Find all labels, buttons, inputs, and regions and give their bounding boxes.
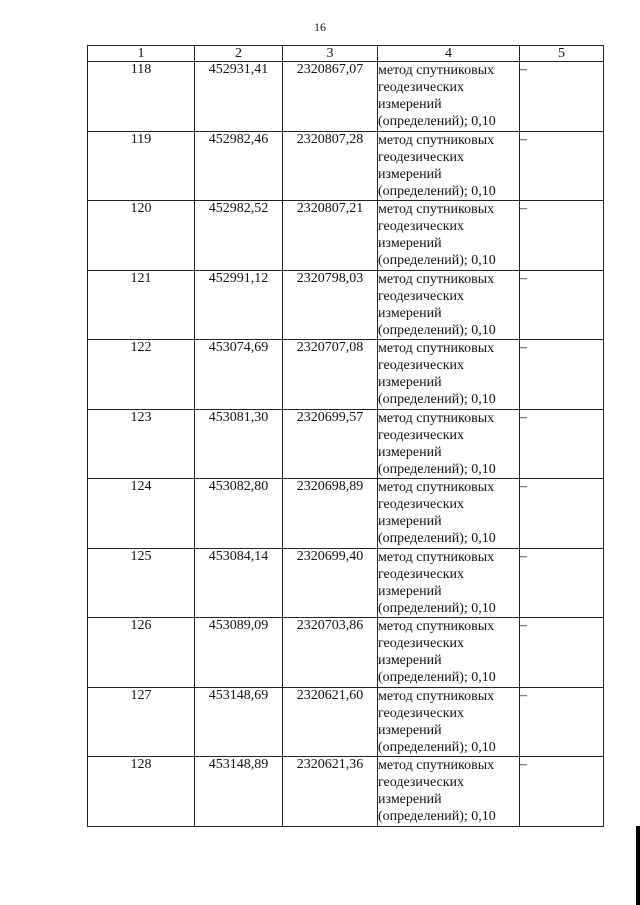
y-coordinate-cell-text: 2320807,28: [296, 131, 364, 147]
x-coordinate-cell: [195, 757, 283, 827]
point-number-cell-text: 126: [130, 618, 152, 633]
method-cell: [378, 201, 520, 271]
note-cell: [520, 340, 604, 410]
method-cell-text: метод спутниковых геодезических измерений (определений); 0,10: [378, 63, 496, 129]
point-number-cell-text: 123: [130, 409, 152, 425]
y-coordinate-cell-text: 2320867,07: [296, 62, 364, 77]
y-coordinate-cell: [283, 548, 378, 618]
x-coordinate-cell: [195, 270, 283, 340]
note-cell-text: –: [520, 62, 527, 77]
method-cell: [378, 340, 520, 410]
point-number-cell: [88, 757, 195, 827]
x-coordinate-cell: [195, 409, 283, 479]
method-cell: [378, 409, 520, 479]
table-row: [88, 409, 604, 479]
note-cell-text: –: [520, 548, 527, 564]
note-cell-text: –: [520, 618, 527, 633]
note-cell: [520, 131, 604, 201]
point-number-cell: [88, 687, 195, 757]
method-cell-text: метод спутниковых геодезических измерений (определений); 0,10: [378, 132, 496, 199]
x-coordinate-cell-text: 453082,80: [208, 479, 269, 494]
y-coordinate-cell-text: 2320707,08: [296, 340, 364, 355]
table-row: [88, 757, 604, 827]
point-number-cell-text: 119: [130, 131, 152, 147]
header-col-3: 3: [283, 46, 378, 62]
note-cell: [520, 201, 604, 271]
note-cell: [520, 548, 604, 618]
point-number-cell-text: 125: [130, 548, 152, 564]
note-cell-text: –: [520, 270, 527, 286]
point-number-cell: [88, 409, 195, 479]
table-row: [88, 687, 604, 757]
x-coordinate-cell-text: 452982,52: [208, 201, 269, 216]
note-cell: [520, 479, 604, 549]
note-cell: [520, 62, 604, 132]
method-cell-text: метод спутниковых геодезических измерений (определений); 0,10: [378, 480, 496, 546]
y-coordinate-cell: [283, 340, 378, 410]
point-number-cell-text: 122: [130, 340, 152, 355]
y-coordinate-cell: [283, 618, 378, 688]
table-row: [88, 340, 604, 410]
note-cell-text: –: [520, 201, 527, 216]
y-coordinate-cell: [283, 62, 378, 132]
table-row: [88, 131, 604, 201]
point-number-cell: [88, 548, 195, 618]
header-col-2: 2: [195, 46, 283, 62]
point-number-cell: [88, 479, 195, 549]
x-coordinate-cell: [195, 62, 283, 132]
page-number: 16: [314, 20, 326, 34]
method-cell-text: метод спутниковых геодезических измерений (определений); 0,10: [378, 758, 496, 824]
x-coordinate-cell-text: 453081,30: [208, 409, 269, 425]
method-cell-text: метод спутниковых геодезических измерений (определений); 0,10: [378, 410, 496, 477]
note-cell: [520, 618, 604, 688]
x-coordinate-cell: [195, 618, 283, 688]
y-coordinate-cell: [283, 757, 378, 827]
note-cell-text: –: [520, 479, 527, 494]
x-coordinate-cell-text: 453074,69: [208, 340, 269, 355]
method-cell: [378, 687, 520, 757]
y-coordinate-cell-text: 2320699,40: [296, 548, 364, 564]
method-cell-text: метод спутниковых геодезических измерений (определений); 0,10: [378, 549, 496, 616]
method-cell: [378, 270, 520, 340]
point-number-cell-text: 118: [130, 62, 152, 77]
x-coordinate-cell: [195, 479, 283, 549]
x-coordinate-cell: [195, 201, 283, 271]
table-row: [88, 62, 604, 132]
y-coordinate-cell-text: 2320798,03: [296, 270, 364, 286]
note-cell: [520, 757, 604, 827]
y-coordinate-cell: [283, 687, 378, 757]
y-coordinate-cell-text: 2320698,89: [296, 479, 364, 494]
point-number-cell-text: 121: [130, 270, 152, 286]
table-row: [88, 618, 604, 688]
note-cell: [520, 687, 604, 757]
note-cell: [520, 270, 604, 340]
point-number-cell-text: 128: [130, 757, 152, 772]
point-number-cell: [88, 62, 195, 132]
table-row: [88, 270, 604, 340]
y-coordinate-cell-text: 2320699,57: [296, 409, 364, 425]
table-header-row: [88, 46, 604, 62]
note-cell: [520, 409, 604, 479]
note-cell-text: –: [520, 131, 527, 147]
table-body: [88, 62, 604, 827]
y-coordinate-cell: [283, 131, 378, 201]
x-coordinate-cell: [195, 687, 283, 757]
method-cell: [378, 479, 520, 549]
y-coordinate-cell-text: 2320621,60: [296, 687, 364, 703]
note-cell-text: –: [520, 687, 527, 703]
y-coordinate-cell-text: 2320621,36: [296, 757, 364, 772]
method-cell: [378, 618, 520, 688]
x-coordinate-cell-text: 453089,09: [208, 618, 269, 633]
point-number-cell: [88, 270, 195, 340]
y-coordinate-cell: [283, 409, 378, 479]
point-number-cell: [88, 131, 195, 201]
method-cell-text: метод спутниковых геодезических измерений (определений); 0,10: [378, 341, 496, 407]
method-cell: [378, 131, 520, 201]
header-col-1: 1: [88, 46, 195, 62]
x-coordinate-cell-text: 453084,14: [208, 548, 269, 564]
x-coordinate-cell-text: 453148,69: [208, 687, 269, 703]
point-number-cell-text: 124: [130, 479, 152, 494]
method-cell: [378, 757, 520, 827]
method-cell-text: метод спутниковых геодезических измерений (определений); 0,10: [378, 271, 496, 338]
table-row: [88, 479, 604, 549]
x-coordinate-cell: [195, 340, 283, 410]
method-cell: [378, 62, 520, 132]
x-coordinate-cell-text: 452991,12: [208, 270, 269, 286]
y-coordinate-cell: [283, 479, 378, 549]
table-row: [88, 201, 604, 271]
point-number-cell: [88, 618, 195, 688]
x-coordinate-cell-text: 453148,89: [208, 757, 269, 772]
point-number-cell: [88, 340, 195, 410]
note-cell-text: –: [520, 340, 527, 355]
note-cell-text: –: [520, 409, 527, 425]
scan-edge-mark: [636, 826, 640, 905]
method-cell: [378, 548, 520, 618]
method-cell-text: метод спутниковых геодезических измерений (определений); 0,10: [378, 202, 496, 268]
y-coordinate-cell: [283, 270, 378, 340]
x-coordinate-cell: [195, 131, 283, 201]
x-coordinate-cell-text: 452931,41: [208, 62, 269, 77]
note-cell-text: –: [520, 757, 527, 772]
header-col-5: 5: [520, 46, 604, 62]
point-number-cell: [88, 201, 195, 271]
header-col-4: 4: [378, 46, 520, 62]
point-number-cell-text: 120: [130, 201, 152, 216]
method-cell-text: метод спутниковых геодезических измерений (определений); 0,10: [378, 619, 496, 685]
y-coordinate-cell-text: 2320807,21: [296, 201, 364, 216]
y-coordinate-cell-text: 2320703,86: [296, 618, 364, 633]
method-cell-text: метод спутниковых геодезических измерений (определений); 0,10: [378, 688, 496, 755]
table-row: [88, 548, 604, 618]
point-number-cell-text: 127: [130, 687, 152, 703]
x-coordinate-cell-text: 452982,46: [208, 131, 269, 147]
coordinates-table: [87, 45, 604, 827]
y-coordinate-cell: [283, 201, 378, 271]
x-coordinate-cell: [195, 548, 283, 618]
